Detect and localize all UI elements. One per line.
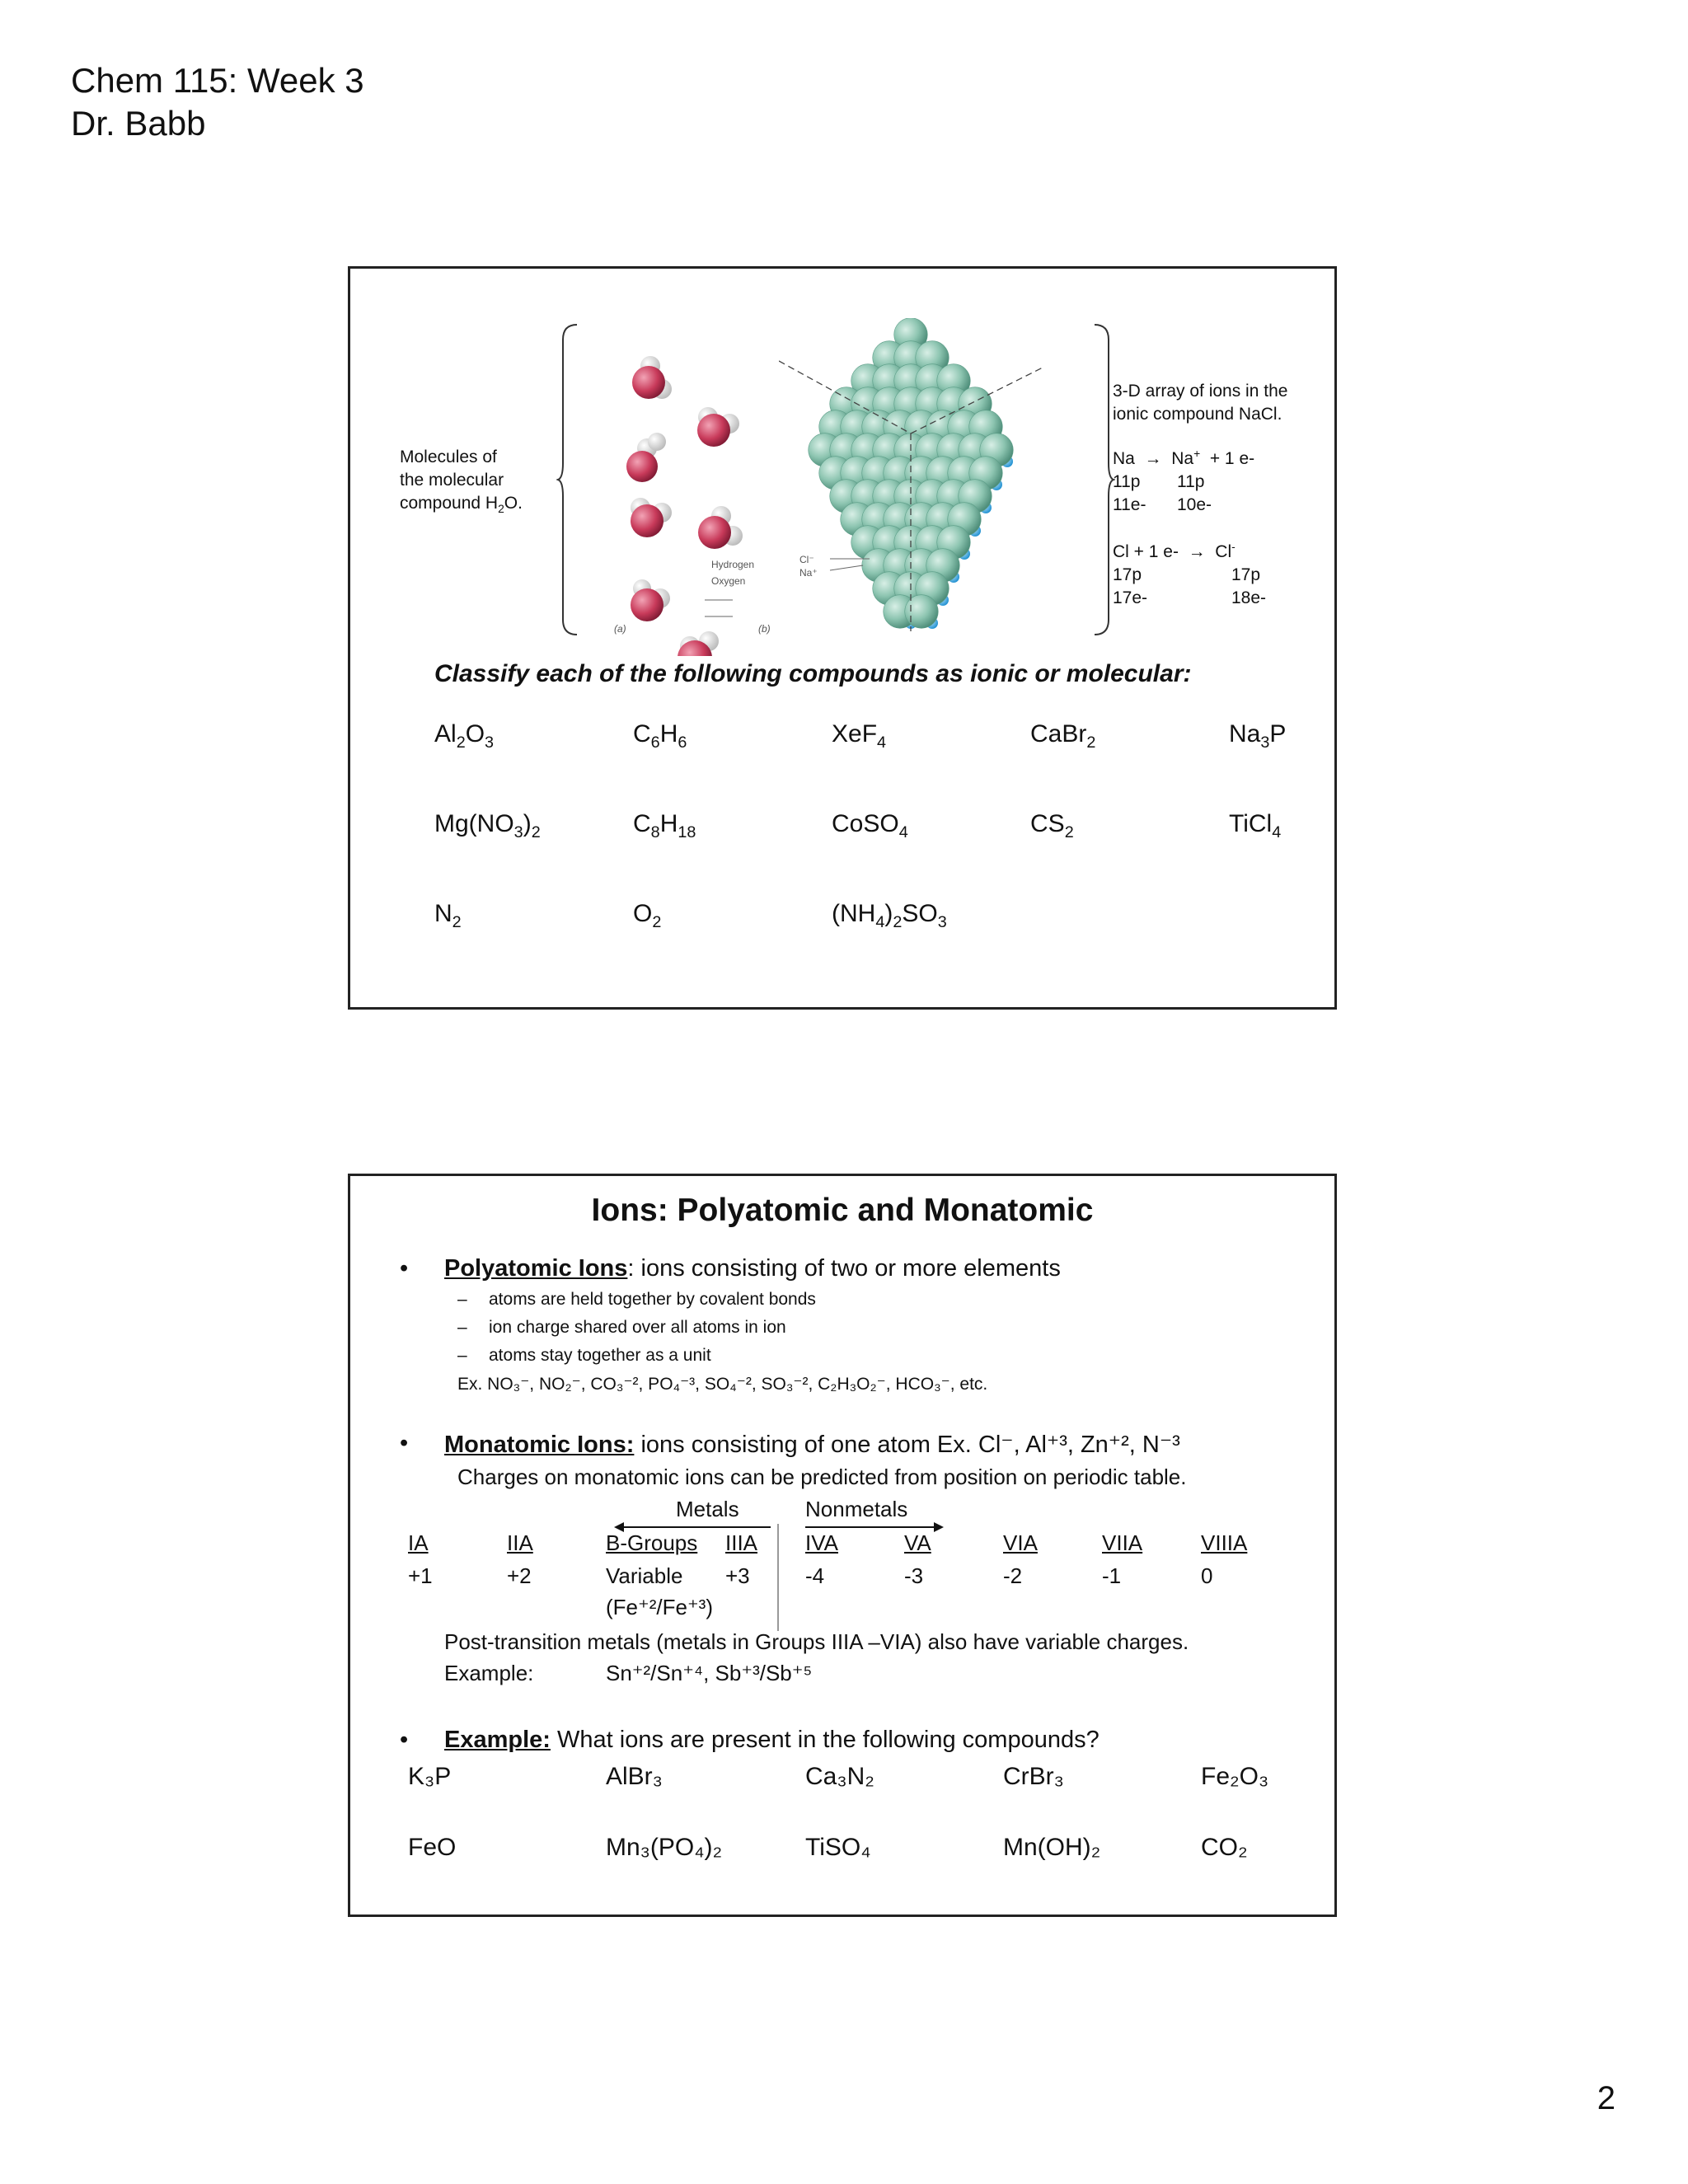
figure-b-label: (b): [758, 623, 771, 635]
example-value: Sn⁺²/Sn⁺⁴, Sb⁺³/Sb⁺⁵: [606, 1661, 813, 1685]
water-molecule: [631, 498, 672, 537]
compound-al2o3: $Al_2O_3$: [434, 720, 495, 752]
water-molecule: [626, 433, 666, 482]
polyatomic-definition: Polyatomic Ions: ions consisting of two or more elements: [444, 1255, 1061, 1282]
page-number: 2: [1597, 2080, 1615, 2116]
nacl-crystal-figure: [779, 318, 1043, 640]
ion-compound: K₃P: [408, 1763, 452, 1790]
charge-viiia: 0: [1201, 1563, 1213, 1588]
metals-label: Metals: [676, 1497, 739, 1521]
compound-xef4: XeF$_4$: [832, 720, 887, 752]
water-molecule: [631, 579, 670, 621]
compound-cs2: $CS_2$: [1030, 810, 1074, 841]
ion-compound: TiSO₄: [805, 1834, 871, 1861]
slide-title: Ions: Polyatomic and Monatomic: [591, 1193, 1094, 1228]
hydrogen-label: Hydrogen: [711, 559, 755, 570]
left-brace: [556, 323, 581, 636]
compound-cabr2: CaBr$_2$: [1030, 720, 1096, 752]
group-va: VA: [904, 1530, 931, 1555]
compound-n2: $N_2$: [434, 900, 462, 931]
dash-marker: –: [457, 1290, 467, 1309]
ion-compound: FeO: [408, 1834, 457, 1861]
polyatomic-point: atoms are held together by covalent bonds: [489, 1290, 816, 1309]
chloride-ion: [905, 595, 939, 629]
compound-nh42so3: $(NH_4)_2SO_3$: [832, 900, 947, 931]
nonmetals-label: Nonmetals: [805, 1497, 908, 1521]
group-b: B-Groups: [606, 1530, 698, 1555]
polyatomic-point: atoms stay together as a unit: [489, 1346, 711, 1365]
dash-marker: –: [457, 1346, 467, 1365]
slide-ionic-vs-molecular: [348, 266, 1337, 1010]
group-iva: IVA: [805, 1530, 838, 1555]
slide-ions: [348, 1174, 1337, 1917]
compound-mgno32: $Mg(NO_3)_2$: [434, 810, 541, 841]
compound-ticl4: TiCl$_4$: [1229, 810, 1282, 841]
charge-iia: +2: [507, 1563, 532, 1588]
right-brace: [1090, 323, 1115, 636]
bullet-marker: •: [400, 1727, 409, 1753]
water-molecule: [697, 407, 739, 447]
na-label: Na⁺: [799, 567, 818, 579]
ion-compound: AlBr₃: [606, 1763, 663, 1790]
charge-iiia: +3: [725, 1563, 750, 1588]
water-molecule: [698, 506, 743, 549]
charge-iva: -4: [805, 1563, 825, 1588]
charge-va: -3: [904, 1563, 924, 1588]
classify-task: Classify each of the following compounds as ionic or molecular:: [434, 660, 1192, 687]
iron-charges-note: (Fe⁺²/Fe⁺³): [606, 1595, 713, 1619]
example-label: Example:: [444, 1661, 534, 1685]
group-viiia: VIIIA: [1201, 1530, 1248, 1555]
ion-compound: Ca₃N₂: [805, 1763, 874, 1790]
post-transition-note: Post-transition metals (metals in Groups IIIA –VIA) also have variable charges.: [444, 1629, 1189, 1654]
monatomic-definition: Monatomic Ions: ions consisting of one atom Ex. Cl⁻, Al⁺³, Zn⁺², N⁻³: [444, 1432, 1180, 1458]
ion-compound: Mn(OH)₂: [1003, 1834, 1101, 1861]
group-viia: VIIA: [1102, 1530, 1143, 1555]
compound-na3p: $Na_3P$: [1229, 720, 1287, 752]
course-title: Chem 115: Week 3: [71, 61, 364, 100]
ion-compound: CO₂: [1201, 1834, 1248, 1861]
cl-ionization-equation: Cl + 1 e- → Cl- 17p 17p 17e- 18e-: [1113, 540, 1267, 607]
ion-compound: Mn₃(PO₄)₂: [606, 1834, 723, 1861]
compound-c6h6: $C_6H_6$: [633, 720, 687, 752]
compound-coso4: CoSO$_4$: [832, 810, 908, 841]
compound-c8h18: $C_8H_{18}$: [633, 810, 696, 841]
group-iia: IIA: [507, 1530, 533, 1555]
oxygen-label: Oxygen: [711, 575, 746, 587]
polyatomic-example: Ex. NO₃⁻, NO₂⁻, CO₃⁻², PO₄⁻³, SO₄⁻², SO₃⁻², C₂H₃O₂⁻, HCO₃⁻, etc.: [457, 1375, 988, 1394]
group-ia: IA: [408, 1530, 429, 1555]
group-via: VIA: [1003, 1530, 1038, 1555]
water-molecule: [632, 356, 672, 399]
charge-b: Variable: [606, 1563, 683, 1588]
compound-o2: $O_2$: [633, 900, 662, 931]
group-iiia: IIIA: [725, 1530, 758, 1555]
dash-marker: –: [457, 1318, 467, 1337]
charge-via: -2: [1003, 1563, 1023, 1588]
bullet-marker: •: [400, 1255, 409, 1282]
polyatomic-point: ion charge shared over all atoms in ion: [489, 1318, 786, 1337]
ionic-caption: 3-D array of ions in the ionic compound NaCl.: [1113, 382, 1288, 424]
cl-label: Cl⁻: [799, 554, 814, 565]
ion-compound: CrBr₃: [1003, 1763, 1064, 1790]
na-ionization-equation: Na → Na+ + 1 e- 11p 11p 11e- 10e-: [1113, 447, 1255, 514]
ion-compound: Fe₂O₃: [1201, 1763, 1269, 1790]
bullet-marker: •: [400, 1430, 409, 1456]
example-question: Example: What ions are present in the following compounds?: [444, 1727, 1100, 1753]
charge-ia: +1: [408, 1563, 433, 1588]
monatomic-note: Charges on monatomic ions can be predicted from position on periodic table.: [457, 1465, 1187, 1489]
molecular-caption: Molecules of the molecular compound $H_2O$.: [400, 448, 523, 516]
metal-nonmetal-divider: [777, 1524, 779, 1631]
charge-viia: -1: [1102, 1563, 1122, 1588]
instructor-name: Dr. Babb: [71, 104, 206, 143]
figure-a-label: (a): [614, 623, 626, 635]
